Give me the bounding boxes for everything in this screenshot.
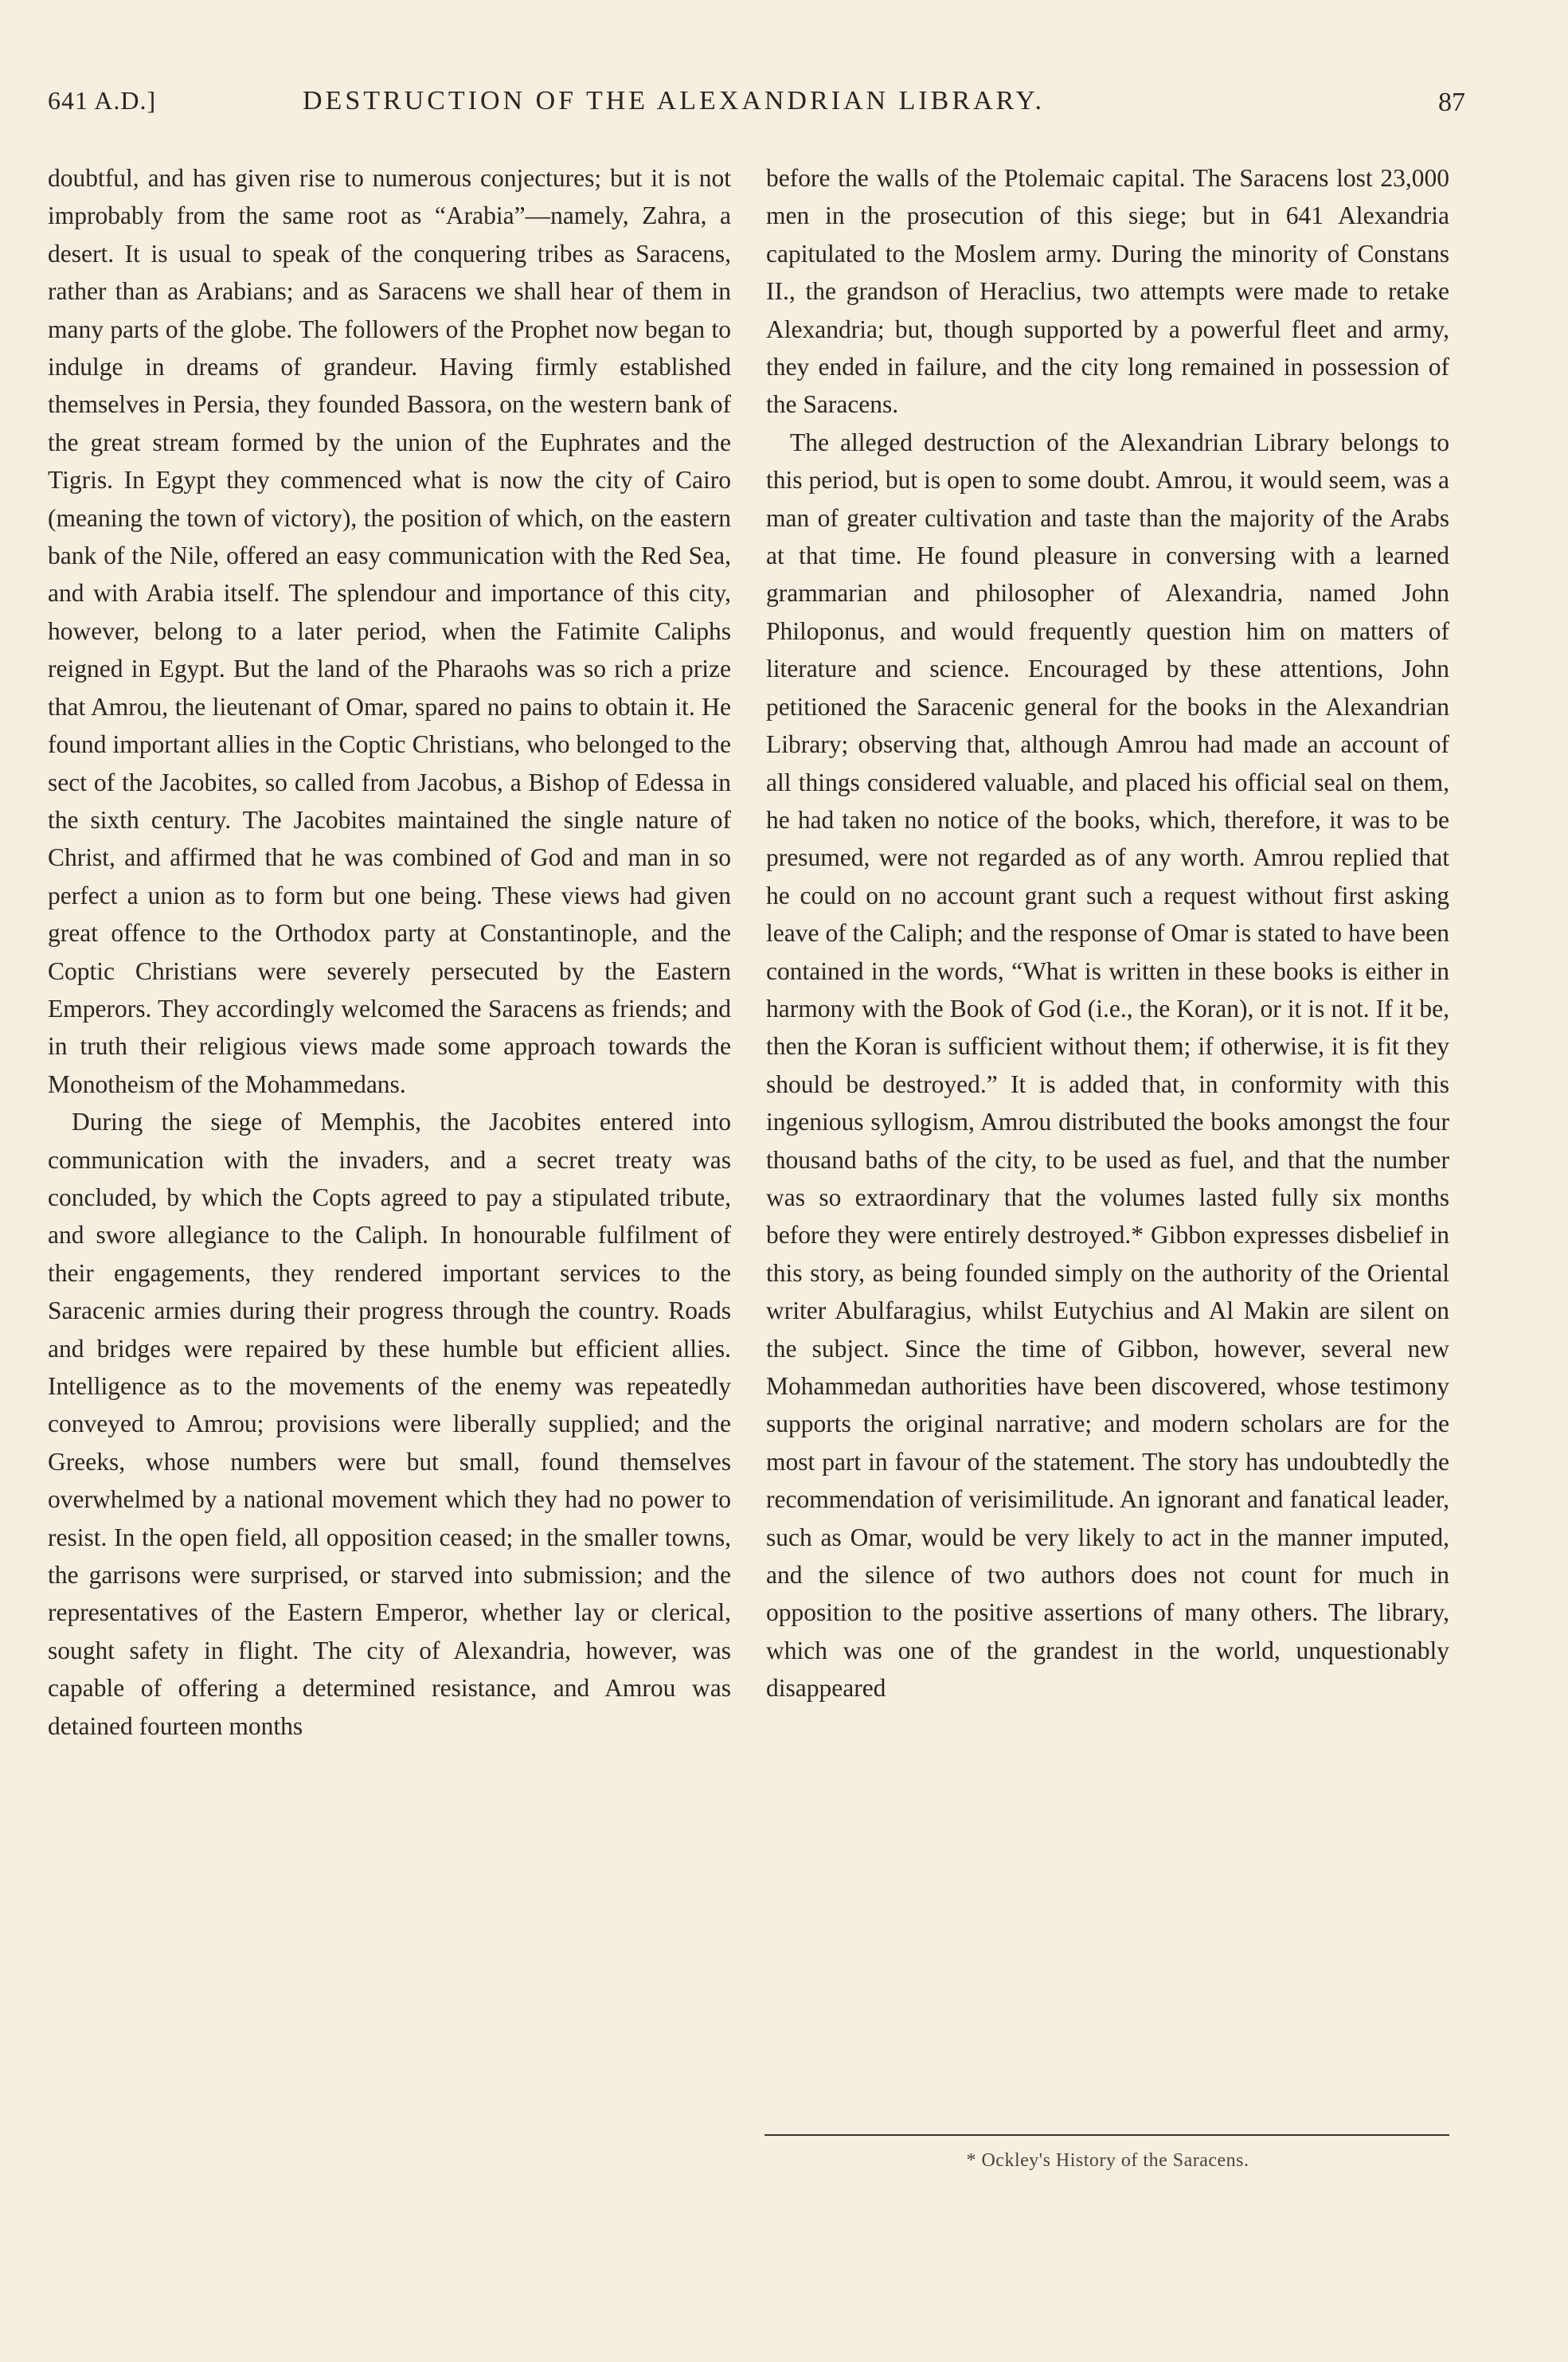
running-head — [48, 86, 1465, 134]
right-paragraph-2: The alleged destruction of the Alexandrian Library belongs to this period, but is open to some doubt. Amrou, it would seem, was a man of greater cultivation and taste than the majority of the Arabs at that time. He found pleasure in conversing with a learned grammarian and philosopher of Alexandria, named John Philoponus, and would frequently question him on matters of literature and science. Encouraged by these attentions, John petitioned the Saracenic general for the books in the Alexandrian Library; observing that, although Amrou had made an account of all things considered valuable, and placed his official seal on them, he had taken no notice of the books, which, therefore, it was to be presumed, were not regarded as of any worth. Amrou replied that he could on no account grant such a request without first asking leave of the Caliph; and the response of Omar is stated to have been contained in the words, “What is written in these books is either in harmony with the Book of God (i.e., the Koran), or it is not. If it be, then the Koran is sufficient without them; if otherwise, it is fit they should be destroyed.” It is added that, in conformity with this ingenious syllogism, Amrou distributed the books amongst the four thousand baths of the city, to be used as fuel, and that the number was so extraordinary that the volumes lasted fully six months before they were entirely destroyed.* Gibbon expresses disbelief in this story, as being founded simply on the authority of the Oriental writer Abulfaragius, whilst Eutychius and Al Makin are silent on the subject. Since the time of Gibbon, however, several new Mohammedan authorities have been discovered, whose testimony supports the original narrative; and modern scholars are for the most part in favour of the statement. The story has undoubtedly the recommendation of verisimilitude. An ignorant and fanatical leader, such as Omar, would be very likely to act in the manner imputed, and the silence of two authors does not count for much in opposition to the positive assertions of many others. The library, which was one of the grandest in the world, unquestionably disappeared — [766, 428, 1449, 1703]
left-column — [48, 159, 731, 1745]
right-column — [766, 159, 1449, 1707]
left-paragraph-1: doubtful, and has given rise to numerous conjectures; but it is not improbably from the same root as “Arabia”—namely, Zahra, a desert. It is usual to speak of the conquering tribes as Saracens, rather than as Arabians; and as Saracens we shall hear of them in many parts of the globe. The followers of the Prophet now began to indulge in dreams of grandeur. Having firmly established themselves in Persia, they founded Bassora, on the western bank of the great stream formed by the union of the Euphrates and the Tigris. In Egypt they commenced what is now the city of Cairo (meaning the town of victory), the position of which, on the eastern bank of the Nile, offered an easy communication with the Red Sea, and with Arabia itself. The splendour and importance of this city, however, belong to a later period, when the Fatimite Caliphs reigned in Egypt. But the land of the Pharaohs was so rich a prize that Amrou, the lieutenant of Omar, spared no pains to obtain it. He found important allies in the Coptic Christians, who belonged to the sect of the Jacobites, so called from Jacobus, a Bishop of Edessa in the sixth century. The Jacobites maintained the single nature of Christ, and affirmed that he was combined of God and man in so perfect a union as to form but one being. These views had given great offence to the Orthodox party at Constantinople, and the Coptic Christians were severely persecuted by the Eastern Emperors. They accordingly welcomed the Saracens as friends; and in truth their religious views made some approach towards the Monotheism of the Mohammedans. — [48, 164, 731, 1098]
right-paragraph-1: before the walls of the Ptolemaic capital. The Saracens lost 23,000 men in the prosecution of this siege; but in 641 Alexandria capitulated to the Moslem army. During the minority of Constans II., the grandson of Heraclius, two attempts were made to retake Alexandria; but, though supported by a powerful fleet and army, they ended in failure, and the city long remained in possession of the Saracens. — [766, 164, 1449, 419]
page-number: 87 — [1438, 88, 1465, 117]
header-title: DESTRUCTION OF THE ALEXANDRIAN LIBRARY. — [303, 86, 1046, 115]
left-paragraph-2: During the siege of Memphis, the Jacobites entered into communication with the invaders, and a secret treaty was concluded, by which the Copts agreed to pay a stipulated tribute, and swore allegiance to the Caliph. In honourable fulfilment of their engagements, they rendered important services to the Saracenic armies during their progress through the country. Roads and bridges were repaired by these humble but efficient allies. Intelligence as to the movements of the enemy was repeatedly conveyed to Amrou; provisions were liberally supplied; and the Greeks, whose numbers were but small, found themselves overwhelmed by a national movement which they had no power to resist. In the open field, all opposition ceased; in the smaller towns, the garrisons were surprised, or starved into submission; and the representatives of the Eastern Emperor, whether lay or clerical, sought safety in flight. The city of Alexandria, however, was capable of offering a determined resistance, and Amrou was detained fourteen months — [48, 1108, 731, 1740]
footnote-rule — [764, 2134, 1449, 2136]
header-date: 641 A.D.] — [48, 86, 157, 115]
footnote: * Ockley's History of the Saracens. — [966, 2150, 1249, 2171]
